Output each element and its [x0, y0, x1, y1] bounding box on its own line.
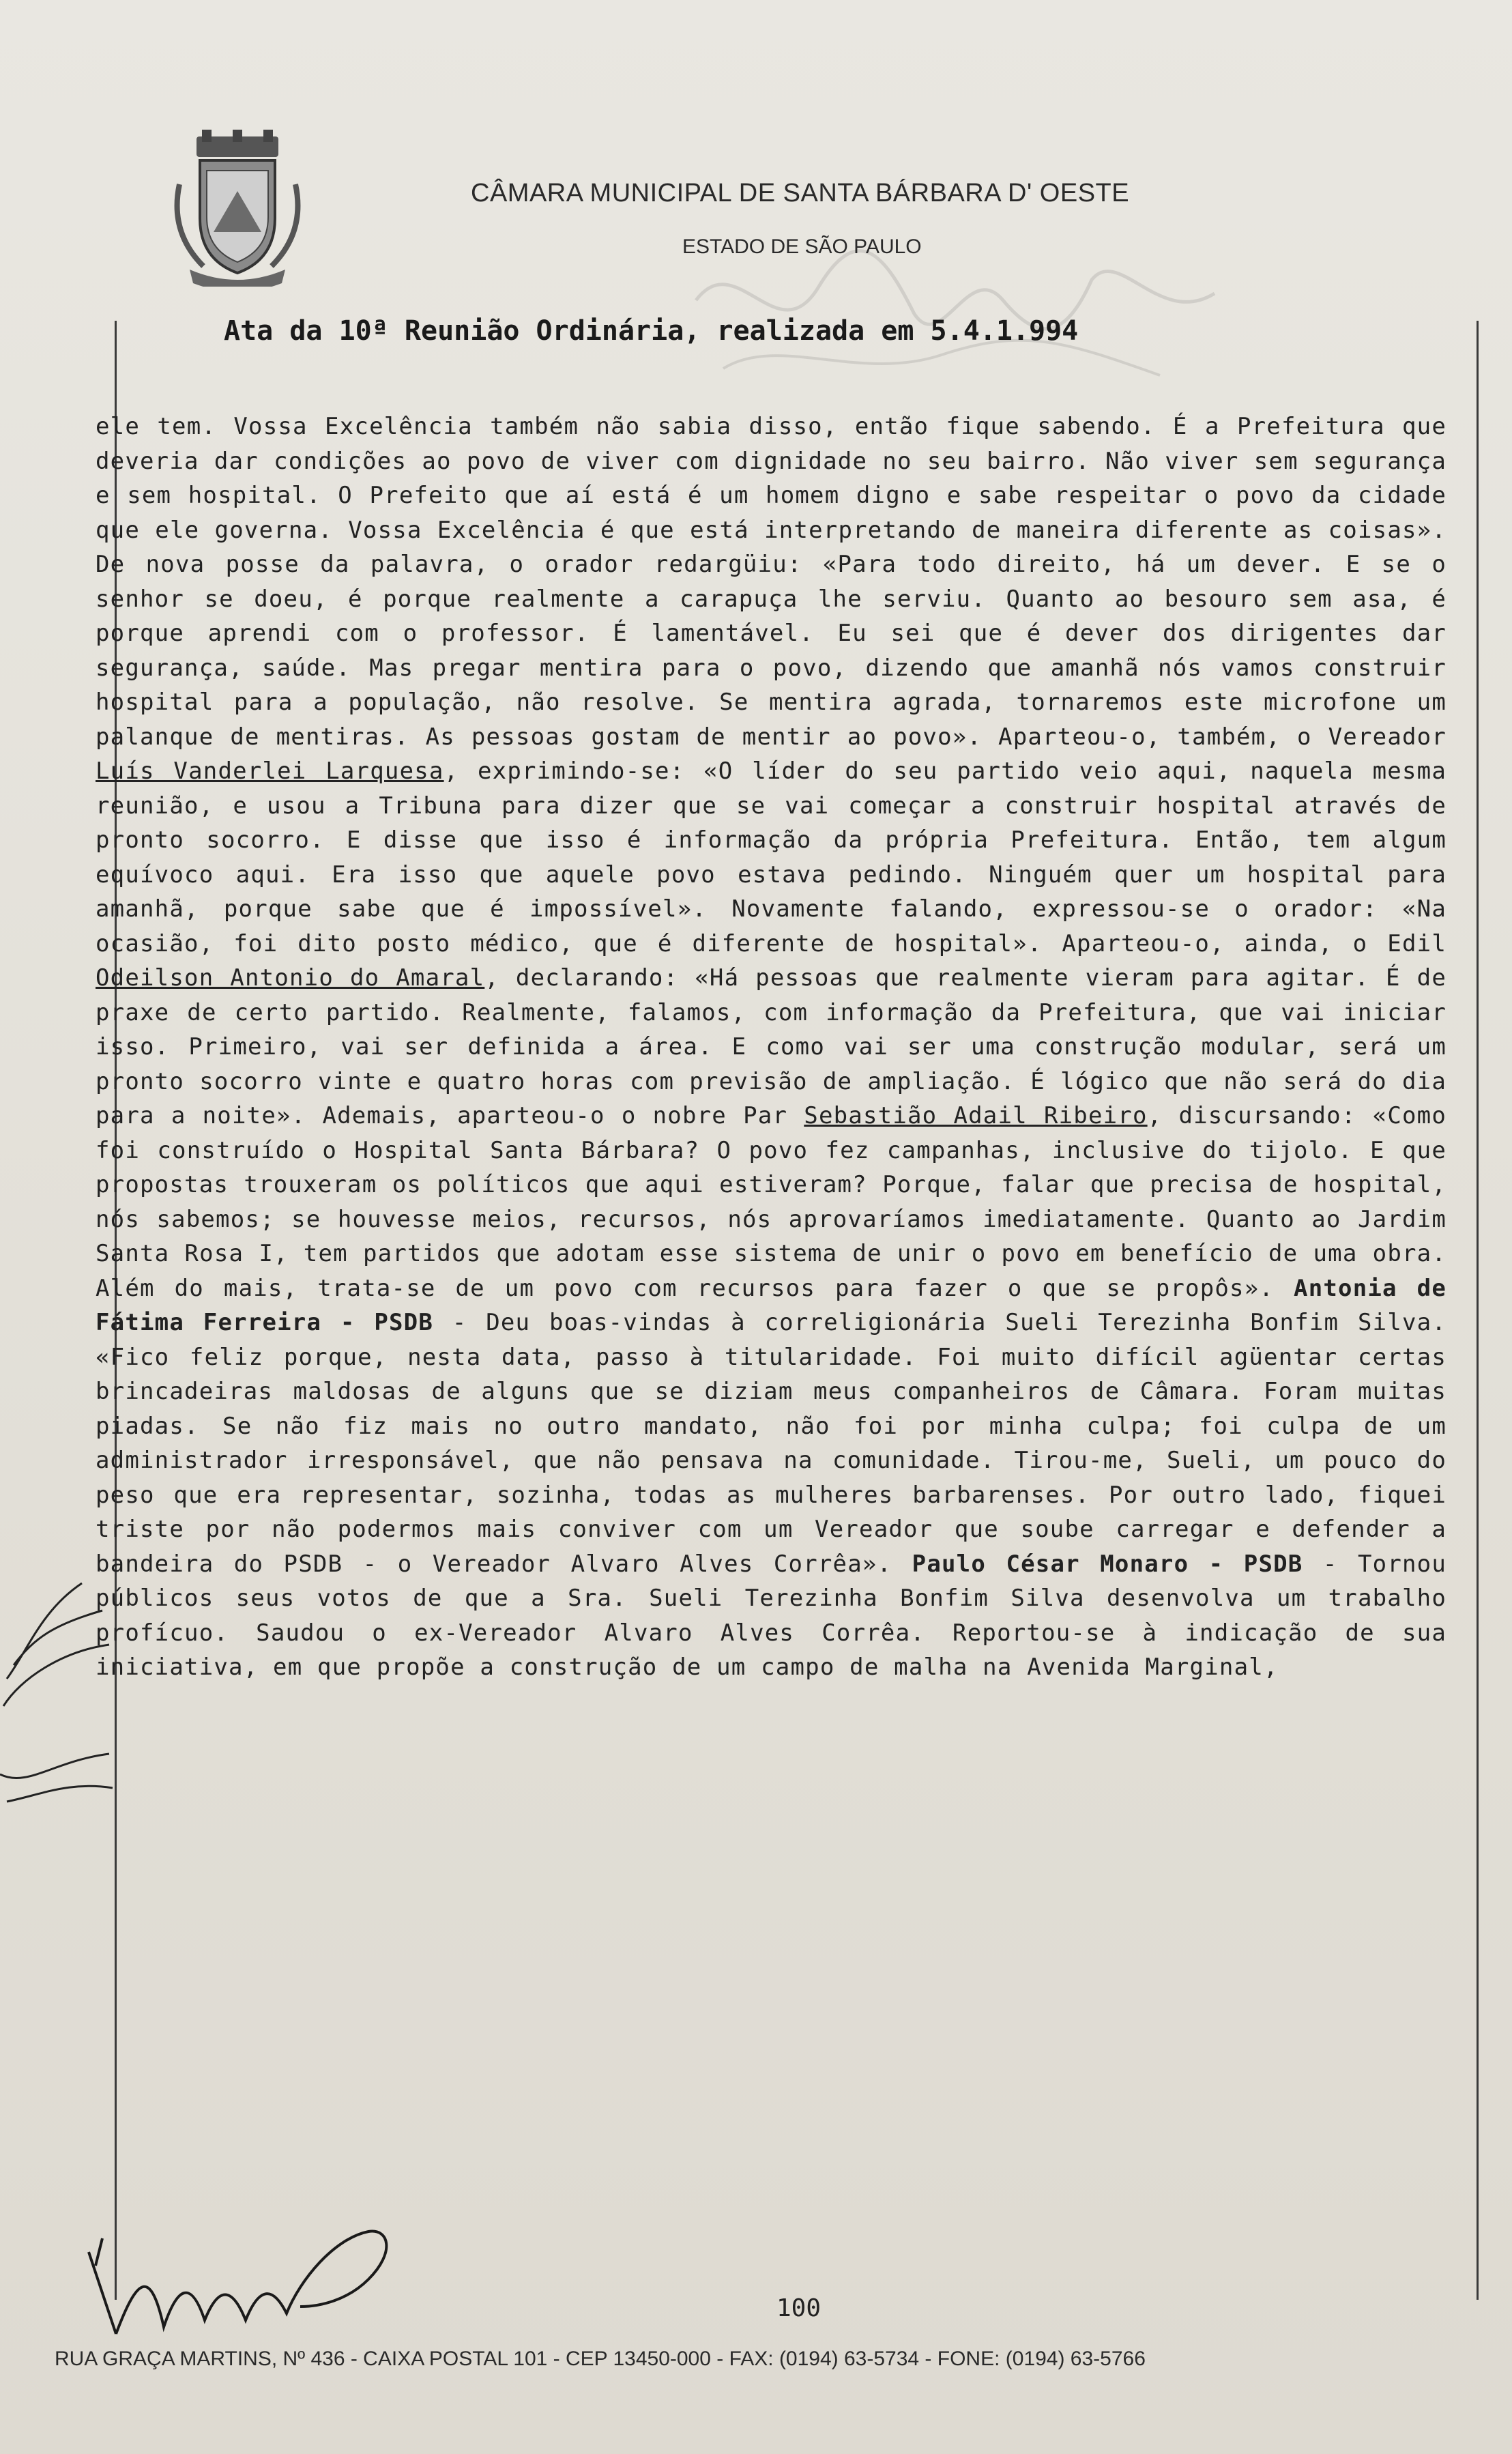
institution-name: CÂMARA MUNICIPAL DE SANTA BÁRBARA D' OESTE — [471, 179, 1130, 207]
right-margin-line — [1477, 321, 1479, 2300]
document-title: Ata da 10ª Reunião Ordinária, realizada em 5.4.1.994 — [224, 315, 1079, 347]
paragraph-text: , declarando: «Há pessoas que realmente vieram para agitar. É de praxe de certo partido. Realmente, falamos, com informação da Prefeitura, que vai iniciar isso. Primeiro, vai ser definida a área. E como vai ser uma construção modular, será um pronto socorro vinte e quatro horas com previsão de ampliação. É lógico que não será do dia para a noite». Ademais, aparteou-o o nobre Par — [96, 964, 1446, 1129]
speaker-name: Antonia de Fátima Ferreira - PSDB — [96, 1274, 1447, 1336]
page-number: 100 — [776, 2294, 822, 2322]
paragraph-text: - Deu boas-vindas à correligionária Sueli Terezinha Bonfim Silva. «Fico feliz porque, nesta data, passo à titularidade. Foi muito difícil agüentar certas brincadeiras maldosas de alguns que se diziam meus companheiros de Câmara. Foram muitas piadas. Se não fiz mais no outro mandato, não foi por minha culpa; foi culpa de um administrador irresponsável, que não pensava na comunidade. Tirou-me, Sueli, um pouco do peso que era representar, sozinha, todas as mulheres barbarenses. Por outro lado, fiquei triste por não podermos mais conviver com um Vereador que soube carregar e defender a bandeira do PSDB - o Vereador Alvaro Alves Corrêa». — [96, 1309, 1446, 1578]
paragraph-text: ele tem. Vossa Excelência também não sabia disso, então fique sabendo. É a Prefeitura que deveria dar condições ao povo de viver com dignidade no seu bairro. Não viver sem segurança e sem hospital. O Prefeito que aí está é um homem digno e sabe respeitar o povo da cidade que ele governa. Vossa Excelência é que está interpretando de maneira diferente as coisas». De nova posse da palavra, o orador redargüiu: «Para todo direito, há um dever. E se o senhor se doeu, é porque realmente a carapuça lhe serviu. Quanto ao besouro sem asa, é porque aprendi com o professor. É lamentável. Eu sei que é dever dos dirigentes dar segurança, saúde. Mas pregar mentira para o povo, dizendo que amanhã nós vamos construir hospital para a população, não resolve. Se mentira agrada, tornaremos este microfone um palanque de mentiras. As pessoas gostam de mentir ao povo». Aparteou-o, também, o Vereador — [96, 413, 1446, 751]
paragraph-text: , discursando: «Como foi construído o Hospital Santa Bárbara? O povo fez campanhas, inclusive do tijolo. E que propostas trouxeram os políticos que aqui estiveram? Porque, falar que precisa de hospital, nós sabemos; se houvesse meios, recursos, nós aprovaríamos imediatamente. Quanto ao Jardim Santa Rosa I, tem partidos que adotam esse sistema de unir o povo em benefício de uma obra. Além do mais, trata-se de um povo com recursos para fazer o que se propôs». — [96, 1102, 1447, 1302]
paragraph-text: , exprimindo-se: «O líder do seu partido veio aqui, naquela mesma reunião, e usou a Tribuna para dizer que se vai começar a construir hospital através de pronto socorro. E disse que isso é informação da própria Prefeitura. Então, tem algum equívoco aqui. Era isso que aquele povo estava pedindo. Ninguém quer um hospital para amanhã, porque sabe que é impossível». Novamente falando, expressou-se o orador: «Na ocasião, foi dito posto médico, que é diferente de hospital». Aparteou-o, ainda, o Edil — [96, 757, 1446, 957]
margin-initials-icon — [0, 1570, 116, 1883]
coat-of-arms-icon — [169, 130, 306, 287]
paragraph-text: - Tornou públicos seus votos de que a Sra. Sueli Terezinha Bonfim Silva desenvolva um trabalho profícuo. Saudou o ex-Vereador Alvaro Alves Corrêa. Reportou-se à indicação de sua iniciativa, em que propõe a construção de um campo de malha na Avenida Marginal, — [96, 1550, 1447, 1681]
councilor-name: Luís Vanderlei Larquesa — [96, 757, 444, 785]
speaker-name: Paulo César Monaro - PSDB — [912, 1550, 1303, 1578]
handwritten-signature-icon — [75, 2225, 403, 2348]
councilor-name: Sebastião Adail Ribeiro — [804, 1102, 1148, 1129]
councilor-name: Odeilson Antonio do Amaral — [96, 964, 485, 992]
address-footer: RUA GRAÇA MARTINS, Nº 436 - CAIXA POSTAL 101 - CEP 13450-000 - FAX: (0194) 63-5734 - FONE: (0194) 63-5766 — [55, 2348, 1146, 2370]
institution-state: ESTADO DE SÃO PAULO — [682, 235, 922, 258]
minutes-body — [96, 409, 1446, 1685]
